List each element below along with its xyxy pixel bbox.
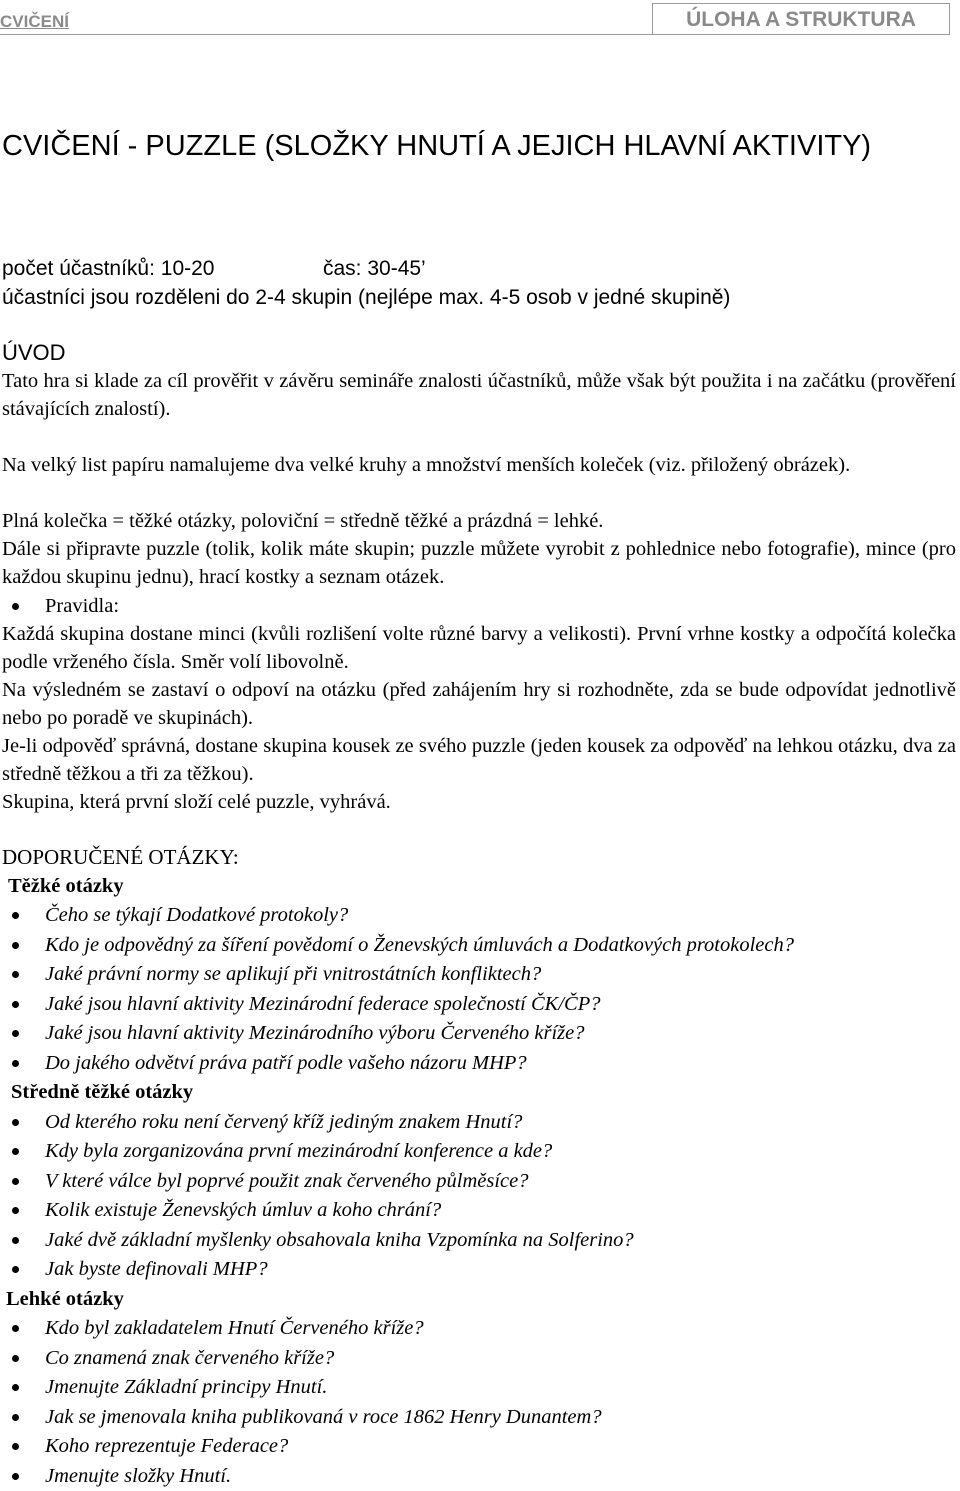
intro-heading: ÚVOD bbox=[2, 340, 66, 365]
intro-paragraph-2: Na velký list papíru namalujeme dva velké kruhy a množství menších koleček (viz. přiložený obrázek). bbox=[2, 454, 851, 476]
bullet-dot-icon bbox=[12, 1473, 19, 1480]
bullet-dot-icon bbox=[12, 1384, 19, 1391]
bullet-dot-icon bbox=[12, 1443, 19, 1450]
questions-heading: DOPORUČENÉ OTÁZKY: bbox=[2, 845, 239, 869]
intro-paragraph-4: Dále si připravte puzzle (tolik, kolik máte skupin; puzzle můžete vyrobit z pohlednice nebo fotografie), mince (pro každou skupinu jednu), hrací kostky a seznam otázek. bbox=[2, 538, 956, 588]
bullet-dot-icon bbox=[12, 1266, 19, 1273]
bullet-dot-icon bbox=[12, 942, 19, 949]
bullet-dot-icon bbox=[12, 1001, 19, 1008]
bullet-dot-icon bbox=[12, 1030, 19, 1037]
bullet-dot-icon bbox=[12, 971, 19, 978]
participants-count: počet účastníků: 10-20 bbox=[2, 257, 215, 280]
rules-paragraph-4: Skupina, která první složí celé puzzle, vyhrává. bbox=[2, 791, 391, 813]
bullet-dot-icon bbox=[12, 912, 19, 919]
groups-info: účastníci jsou rozděleni do 2-4 skupin (nejlépe max. 4-5 osob v jedné skupině) bbox=[2, 286, 731, 309]
header-chapter-box: ÚLOHA A STRUKTURA bbox=[652, 3, 950, 35]
time-estimate: čas: 30-45’ bbox=[323, 257, 426, 280]
easy-questions-label: Lehké otázky bbox=[6, 1288, 124, 1310]
header-divider bbox=[0, 34, 652, 35]
bullet-dot-icon bbox=[12, 1148, 19, 1155]
bullet-dot-icon bbox=[12, 1237, 19, 1244]
rules-paragraph-1: Každá skupina dostane minci (kvůli rozlišení volte různé barvy a velikosti). První vrhne kostky a odpočítá kolečka podle vrženého čísla. Směr volí libovolně. bbox=[2, 623, 956, 673]
bullet-dot-icon bbox=[12, 1414, 19, 1421]
hard-questions-label: Těžké otázky bbox=[8, 875, 124, 897]
bullet-dot-icon bbox=[12, 1325, 19, 1332]
page-title: CVIČENÍ - PUZZLE (SLOŽKY HNUTÍ A JEJICH HLAVNÍ AKTIVITY) bbox=[2, 130, 872, 162]
bullet-dot-icon bbox=[12, 1207, 19, 1214]
bullet-dot-icon bbox=[12, 1178, 19, 1185]
bullet-dot-icon bbox=[12, 603, 19, 610]
header-section-label: CVIČENÍ bbox=[0, 12, 69, 31]
rules-paragraph-2: Na výsledném se zastaví o odpoví na otázku (před zahájením hry si rozhodněte, zda se bude odpovídat jednotlivě nebo po poradě ve skupinách). bbox=[2, 679, 956, 729]
intro-paragraph-3: Plná kolečka = těžké otázky, poloviční = středně těžké a prázdná = lehké. bbox=[2, 510, 604, 532]
medium-questions-label: Středně těžké otázky bbox=[11, 1081, 194, 1103]
intro-paragraph-1: Tato hra si klade za cíl prověřit v závěru semináře znalosti účastníků, může však být použita i na začátku (prověření stávajících znalostí). bbox=[2, 370, 956, 420]
rules-paragraph-3: Je-li odpověď správná, dostane skupina kousek ze svého puzzle (jeden kousek za odpověď na lehkou otázku, dva za středně těžkou a tři za těžkou). bbox=[2, 735, 956, 785]
bullet-dot-icon bbox=[12, 1060, 19, 1067]
bullet-dot-icon bbox=[12, 1119, 19, 1126]
bullet-dot-icon bbox=[12, 1355, 19, 1362]
rules-label: Pravidla: bbox=[45, 595, 120, 617]
